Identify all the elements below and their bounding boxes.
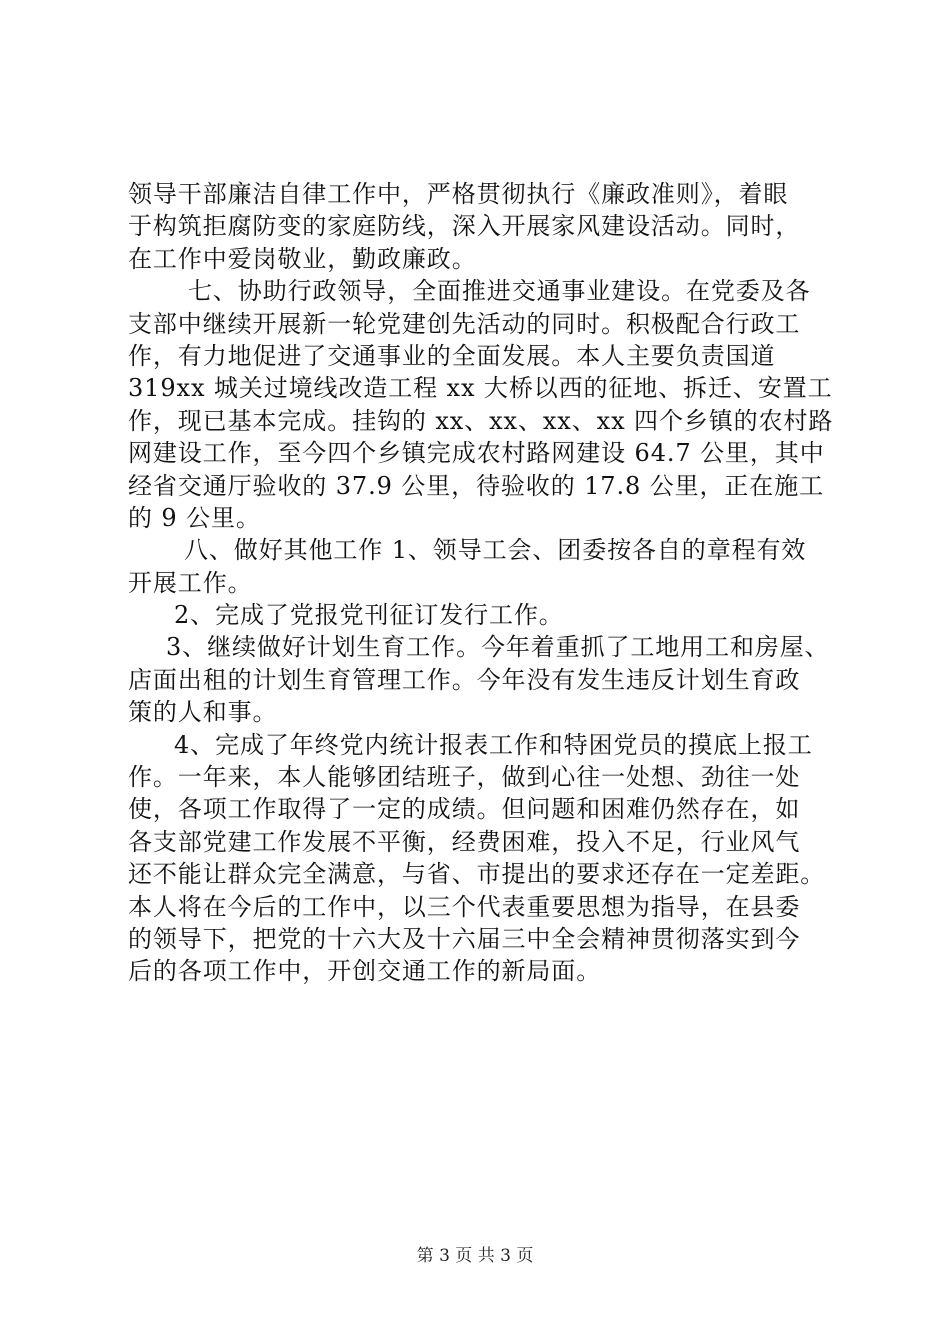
text-line: 网建设工作，至今四个乡镇完成农村路网建设 64.7 公里，其中 xyxy=(128,439,825,468)
text-line: 经省交通厅验收的 37.9 公里，待验收的 17.8 公里，正在施工 xyxy=(128,471,824,500)
text-line: 作，现已基本完成。挂钩的 xx、xx、xx、xx 四个乡镇的农村路 xyxy=(128,406,834,435)
text-line: 使，各项工作取得了一定的成绩。但问题和困难仍然存在，如 xyxy=(128,795,801,824)
text-line: 开展工作。 xyxy=(128,568,253,597)
text-line: 319xx 城关过境线改造工程 xx 大桥以西的征地、拆迁、安置工 xyxy=(128,374,833,403)
text-line: 策的人和事。 xyxy=(128,698,278,727)
text-line: 七、协助行政领导，全面推进交通事业建设。在党委及各 xyxy=(188,277,811,306)
text-line: 于构筑拒腐防变的家庭防线，深入开展家风建设活动。同时， xyxy=(128,212,801,241)
text-line: 八、做好其他工作 1、领导工会、团委按各自的章程有效 xyxy=(184,536,807,565)
text-line: 后的各项工作中，开创交通工作的新局面。 xyxy=(128,957,602,986)
text-line: 作，有力地促进了交通事业的全面发展。本人主要负责国道 xyxy=(128,341,776,370)
text-line: 的领导下，把党的十六大及十六届三中全会精神贯彻落实到今 xyxy=(128,924,801,953)
page-footer: 第 3 页 共 3 页 xyxy=(416,1246,534,1266)
text-line: 3、继续做好计划生育工作。今年着重抓了工地用工和房屋、 xyxy=(166,633,830,662)
text-line: 4、完成了年终党内统计报表工作和特困党员的摸底上报工 xyxy=(174,730,813,759)
text-line: 还不能让群众完全满意，与省、市提出的要求还存在一定差距。 xyxy=(128,860,826,889)
text-line: 作。一年来，本人能够团结班子，做到心往一处想、劲往一处 xyxy=(128,763,801,792)
text-line: 2、完成了党报党刊征订发行工作。 xyxy=(174,601,564,630)
text-line: 支部中继续开展新一轮党建创先活动的同时。积极配合行政工 xyxy=(128,309,801,338)
text-line: 的 9 公里。 xyxy=(128,503,261,532)
document-body xyxy=(128,178,840,988)
text-line: 在工作中爱岗敬业，勤政廉政。 xyxy=(128,244,477,273)
text-line: 店面出租的计划生育管理工作。今年没有发生违反计划生育政 xyxy=(128,665,801,694)
text-line: 本人将在今后的工作中，以三个代表重要思想为指导，在县委 xyxy=(128,892,801,921)
text-line: 领导干部廉洁自律工作中，严格贯彻执行《廉政准则》，着眼 xyxy=(128,180,789,208)
text-line: 各支部党建工作发展不平衡，经费困难，投入不足，行业风气 xyxy=(128,827,801,856)
